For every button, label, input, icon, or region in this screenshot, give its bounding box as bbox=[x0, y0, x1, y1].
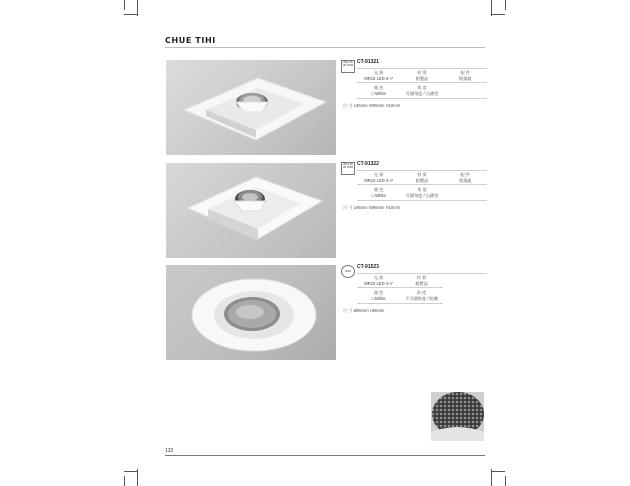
spec-header: 光 源 bbox=[373, 275, 384, 280]
model-number: CT-91322 bbox=[357, 161, 379, 167]
product-photo-1 bbox=[166, 60, 336, 155]
spec-value: 燈架組 bbox=[459, 178, 472, 183]
spec-value: 燈架組 bbox=[459, 76, 472, 81]
spec-header: 顏 色 bbox=[373, 290, 384, 295]
model-number: CT-91321 bbox=[357, 59, 379, 65]
crop-mark bbox=[491, 469, 492, 486]
spec-header: 配 件 bbox=[460, 172, 471, 177]
spec-value: MR16 LED 4~7 bbox=[364, 76, 394, 81]
spec-header: 顏 色 bbox=[373, 85, 384, 90]
spec-block-3 bbox=[341, 265, 486, 325]
spec-divider bbox=[357, 82, 487, 83]
spec-header-row bbox=[357, 275, 443, 280]
dimension-text: 尺 寸 L95mm W95mm H10mm bbox=[343, 205, 401, 210]
spec-header: 顏 色 bbox=[373, 187, 384, 192]
crop-mark bbox=[491, 14, 505, 15]
spec-divider bbox=[357, 287, 443, 288]
spec-divider bbox=[357, 170, 487, 171]
header-rule bbox=[165, 47, 485, 48]
spec-header: 光 源 bbox=[373, 172, 384, 177]
spec-value: ☐White bbox=[371, 296, 386, 301]
spec-value: 鋁製品 bbox=[415, 281, 428, 286]
spec-header: 光 源 bbox=[373, 70, 384, 75]
crop-mark bbox=[124, 14, 138, 15]
honeycomb-detail-photo bbox=[431, 392, 484, 441]
spec-divider bbox=[357, 68, 487, 69]
spec-header: 材 質 bbox=[417, 172, 427, 177]
color-value: White bbox=[375, 296, 386, 301]
spec-header-row bbox=[357, 70, 487, 75]
spec-value-row bbox=[357, 281, 443, 286]
spec-value: 不可調角度 / 防霧 bbox=[405, 296, 438, 301]
crop-mark bbox=[124, 476, 125, 486]
color-value: White bbox=[375, 193, 386, 198]
spec-header-row bbox=[357, 290, 443, 295]
spec-value: MR16 LED 4~7 bbox=[364, 178, 394, 183]
round-downlight-illustration bbox=[166, 265, 336, 360]
spec-divider bbox=[357, 98, 487, 99]
color-value: White bbox=[375, 91, 386, 96]
dimension-text: 尺 寸 Ø95mm H80mm bbox=[343, 308, 385, 313]
spec-block-1 bbox=[341, 60, 486, 120]
crop-mark bbox=[491, 471, 505, 472]
crop-mark bbox=[124, 0, 125, 10]
spec-value: 可調角度 / 自鎖型 bbox=[405, 91, 439, 96]
spec-block-2 bbox=[341, 162, 486, 222]
honeycomb-lens-image bbox=[431, 392, 484, 441]
spec-value-row bbox=[357, 91, 487, 96]
spec-header-row bbox=[357, 187, 487, 192]
crop-mark bbox=[505, 0, 506, 10]
spec-header: 配 件 bbox=[460, 70, 471, 75]
spec-value: 可調角度 / 自鎖型 bbox=[405, 193, 439, 198]
spec-value: MR16 LED 4~7 bbox=[364, 281, 393, 286]
crop-mark bbox=[137, 469, 138, 486]
spec-value: 鋁製品 bbox=[415, 76, 429, 81]
crop-mark bbox=[124, 471, 138, 472]
spec-value-row bbox=[357, 296, 443, 301]
crop-mark bbox=[505, 476, 506, 486]
spec-header: 角 度 bbox=[417, 85, 427, 90]
spec-header: 角 度 bbox=[417, 187, 427, 192]
spec-header-row bbox=[357, 172, 487, 177]
product-photo-2 bbox=[166, 163, 336, 258]
rating-badge: IP44 bbox=[341, 265, 355, 278]
rating-badge: ZN1 ID 45 IP20 bbox=[341, 162, 355, 175]
crop-mark bbox=[137, 0, 138, 16]
brand-logo: CHUE TIHI bbox=[165, 36, 216, 45]
spec-header: 角 度 bbox=[416, 290, 427, 295]
model-number: CT-91523 bbox=[357, 264, 379, 270]
spec-header-row bbox=[357, 85, 487, 90]
spec-divider bbox=[357, 273, 487, 274]
spec-value-row bbox=[357, 76, 487, 81]
footer-rule bbox=[165, 455, 485, 456]
square-downlight-illustration bbox=[166, 163, 336, 258]
spec-value: ☐White bbox=[371, 193, 386, 198]
spec-divider bbox=[357, 303, 443, 304]
spec-header: 材 質 bbox=[416, 275, 427, 280]
dimension-text: 尺 寸 L95mm W95mm H10mm bbox=[343, 103, 401, 108]
spec-value-row bbox=[357, 193, 487, 198]
spec-value: ☐White bbox=[371, 91, 386, 96]
product-photo-3 bbox=[166, 265, 336, 360]
spec-value: 鋁製品 bbox=[415, 178, 429, 183]
crop-mark bbox=[491, 0, 492, 16]
square-downlight-illustration bbox=[166, 60, 336, 155]
spec-value-row bbox=[357, 178, 487, 183]
rating-badge: ZN1 ID 45 IP20 bbox=[341, 60, 355, 73]
spec-header: 材 質 bbox=[417, 70, 427, 75]
spec-divider bbox=[357, 184, 487, 185]
spec-divider bbox=[357, 200, 487, 201]
page-number: 132 bbox=[165, 448, 174, 454]
